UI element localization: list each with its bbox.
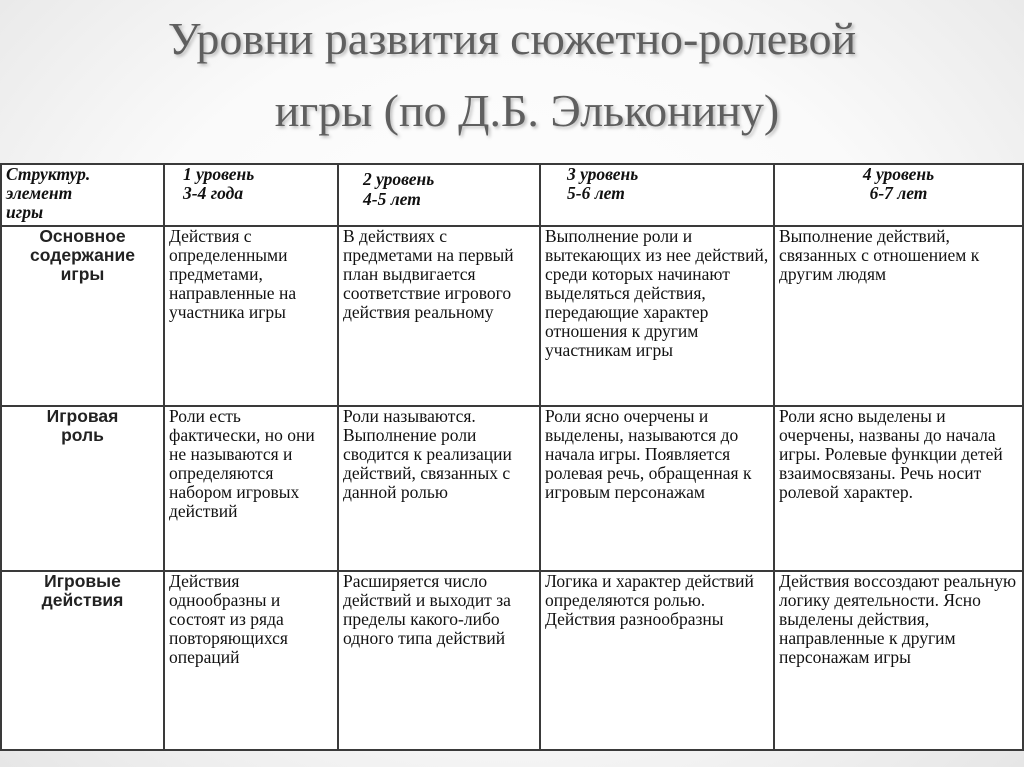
level-age: 3-4 года (183, 183, 244, 203)
table-cell: Действия воссоздают реальную логику деятельности. Ясно выделены действия, направленные к другим персонажам игры (774, 571, 1023, 750)
level-name: 2 уровень (363, 169, 435, 189)
level-1-header (164, 164, 338, 226)
table-row (1, 406, 1023, 571)
level-name: 3 уровень (567, 164, 639, 184)
table-cell: Роли есть фактически, но они не называются и определяются набором игровых действий (164, 406, 338, 571)
table-cell: Выполнение роли и вытекающих из нее действий, среди которых начинают выделяться действия, передающие характер отношения к другим участникам игры (540, 226, 774, 406)
row-header-content: Основное содержание игры (1, 226, 164, 406)
table-cell: Действия с определенными предметами, направленные на участника игры (164, 226, 338, 406)
title-line-2: игры (по Д.Б. Эльконину) (274, 85, 780, 136)
table-cell: Роли ясно очерчены и выделены, называются до начала игры. Появляется ролевая речь, обращенная к игровым персонажам (540, 406, 774, 571)
level-age: 6-7 лет (869, 183, 928, 203)
level-2-header (338, 164, 540, 226)
row-header-role: Игровая роль (1, 406, 164, 571)
corner-header: Структур. элемент игры (1, 164, 164, 226)
table-cell: Роли называются. Выполнение роли сводится к реализации действий, связанных с данной ролью (338, 406, 540, 571)
levels-table (0, 163, 1024, 751)
level-age: 4-5 лет (363, 189, 421, 209)
table-cell: В действиях с предметами на первый план выдвигается соответствие игрового действия реальному (338, 226, 540, 406)
table-cell: Выполнение действий, связанных с отношением к другим людям (774, 226, 1023, 406)
table-cell: Расширяется число действий и выходит за пределы какого-либо одного типа действий (338, 571, 540, 750)
table-row (1, 571, 1023, 750)
table-cell: Логика и характер действий определяются ролью. Действия разнообразны (540, 571, 774, 750)
level-name: 4 уровень (862, 164, 935, 184)
table-cell: Роли ясно выделены и очерчены, названы до начала игры. Ролевые функции детей взаимосвязаны. Речь носит ролевой характер. (774, 406, 1023, 571)
level-name: 1 уровень (183, 164, 255, 184)
level-3-header (540, 164, 774, 226)
page-title (0, 10, 1024, 140)
table-header-row (1, 164, 1023, 226)
row-header-actions: Игровые действия (1, 571, 164, 750)
title-line-1: Уровни развития сюжетно-ролевой (167, 13, 857, 64)
level-age: 5-6 лет (567, 183, 625, 203)
table-row (1, 226, 1023, 406)
level-4-header (774, 164, 1023, 226)
table-cell: Действия однообразны и состоят из ряда повторяющихся операций (164, 571, 338, 750)
